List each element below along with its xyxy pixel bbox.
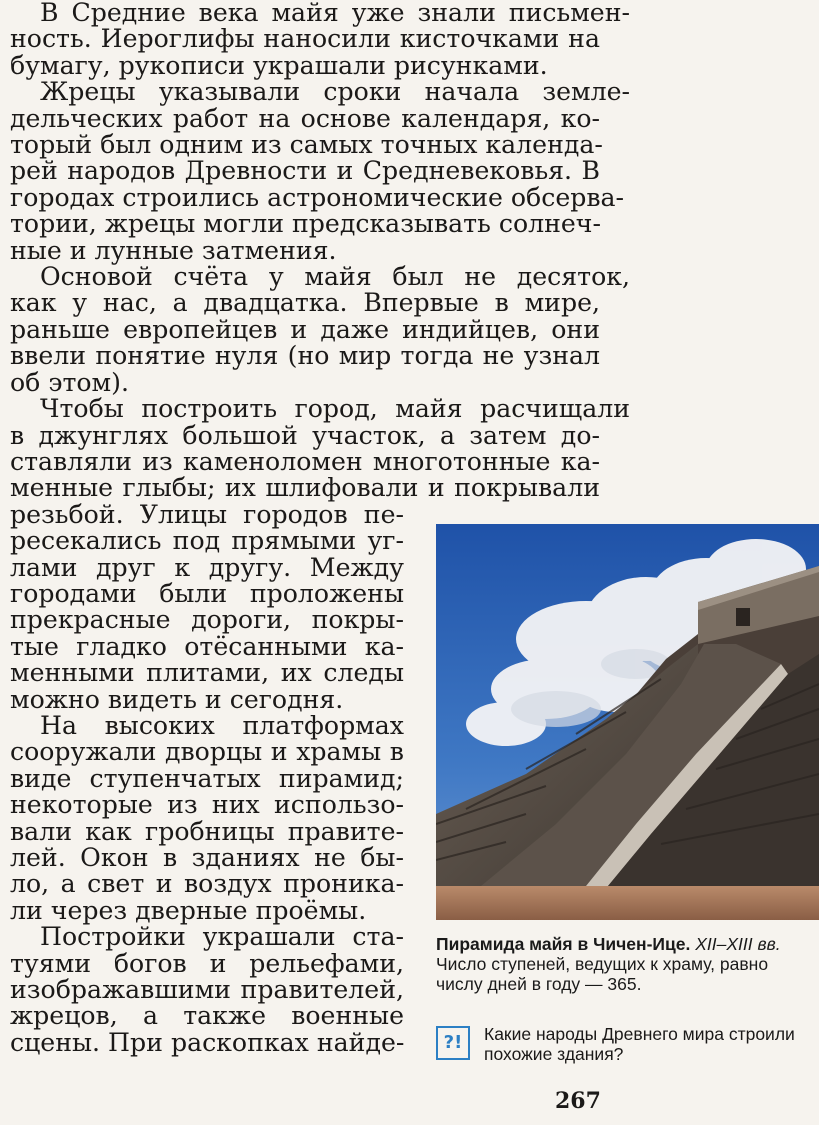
text-line: Чтобы построить город, майя расчищали xyxy=(40,394,630,424)
pyramid-photo xyxy=(436,524,819,920)
text-line: дельческих работ на основе календаря, ко- xyxy=(10,103,600,133)
text-line: сооружали дворцы и храмы в xyxy=(10,737,404,767)
text-line: лами друг к другу. Между xyxy=(10,552,404,582)
text-line: тые гладко отёсанными ка- xyxy=(10,631,404,661)
text-line: жрецов, а также военные xyxy=(10,1001,404,1031)
text-line: ресекались под прямыми уг- xyxy=(10,526,404,556)
page-number: 267 xyxy=(555,1088,601,1114)
text-line: рей народов Древности и Средневековья. В xyxy=(10,156,600,186)
text-line: как у нас, а двадцатка. Впервые в мире, xyxy=(10,288,600,318)
text-line: На высоких платформах xyxy=(40,710,404,740)
text-line: менными плитами, их следы xyxy=(10,658,404,688)
text-line: бумагу, рукописи украшали рисунками. xyxy=(10,50,548,80)
text-line: виде ступенчатых пирамид; xyxy=(10,763,404,793)
text-line: ные и лунные затмения. xyxy=(10,235,337,265)
text-line: резьбой. Улицы городов пе- xyxy=(10,499,404,529)
text-line: ли через дверные проёмы. xyxy=(10,895,367,925)
text-line: Жрецы указывали сроки начала земле- xyxy=(40,77,630,107)
text-line: ность. Иероглифы наносили кисточками на xyxy=(10,24,600,54)
text-line: можно видеть и сегодня. xyxy=(10,684,344,714)
text-line: менные глыбы; их шлифовали и покрывали xyxy=(10,473,600,503)
text-line: вали как гробницы правите- xyxy=(10,816,404,846)
photo-caption xyxy=(436,934,819,994)
text-line: торый был одним из самых точных календа- xyxy=(10,130,603,160)
text-line: раньше европейцев и даже индийцев, они xyxy=(10,314,600,344)
text-line: тории, жрецы могли предсказывать солнеч- xyxy=(10,209,601,239)
caption-period: XII–XIII вв. xyxy=(695,934,781,954)
text-line: сцены. При раскопках найде- xyxy=(10,1027,405,1057)
text-line: в джунглях большой участок, а затем до- xyxy=(10,420,600,450)
caption-text: Число ступеней, ведущих к храму, равно числу дней в году — 365. xyxy=(436,954,769,994)
text-line: некоторые из них использо- xyxy=(10,790,404,820)
text-line: ло, а свет и воздух проника- xyxy=(10,869,404,899)
text-line: Основой счёта у майя был не десяток, xyxy=(40,262,630,292)
text-line: городами были проложены xyxy=(10,578,404,608)
question-exclamation-icon: ?! xyxy=(436,1026,470,1060)
text-line: Постройки украшали ста- xyxy=(40,922,404,952)
question-block xyxy=(436,1024,819,1068)
text-line: об этом). xyxy=(10,367,129,397)
text-line: ставляли из каменоломен многотонные ка- xyxy=(10,446,600,476)
text-line: городах строились астрономические обсерва- xyxy=(10,182,625,212)
text-line: лей. Окон в зданиях не бы- xyxy=(10,843,404,872)
text-line: прекрасные дороги, покры- xyxy=(10,605,404,635)
question-text: Какие народы Древнего мира строили похожие здания? xyxy=(484,1024,795,1064)
text-line: изображавшими правителей, xyxy=(10,975,404,1005)
caption-title: Пирамида майя в Чичен-Ице. xyxy=(436,934,691,954)
text-line: В Средние века майя уже знали письмен- xyxy=(40,0,630,27)
text-line: ввели понятие нуля (но мир тогда не узнал xyxy=(10,341,600,371)
text-line: туями богов и рельефами, xyxy=(10,948,404,978)
